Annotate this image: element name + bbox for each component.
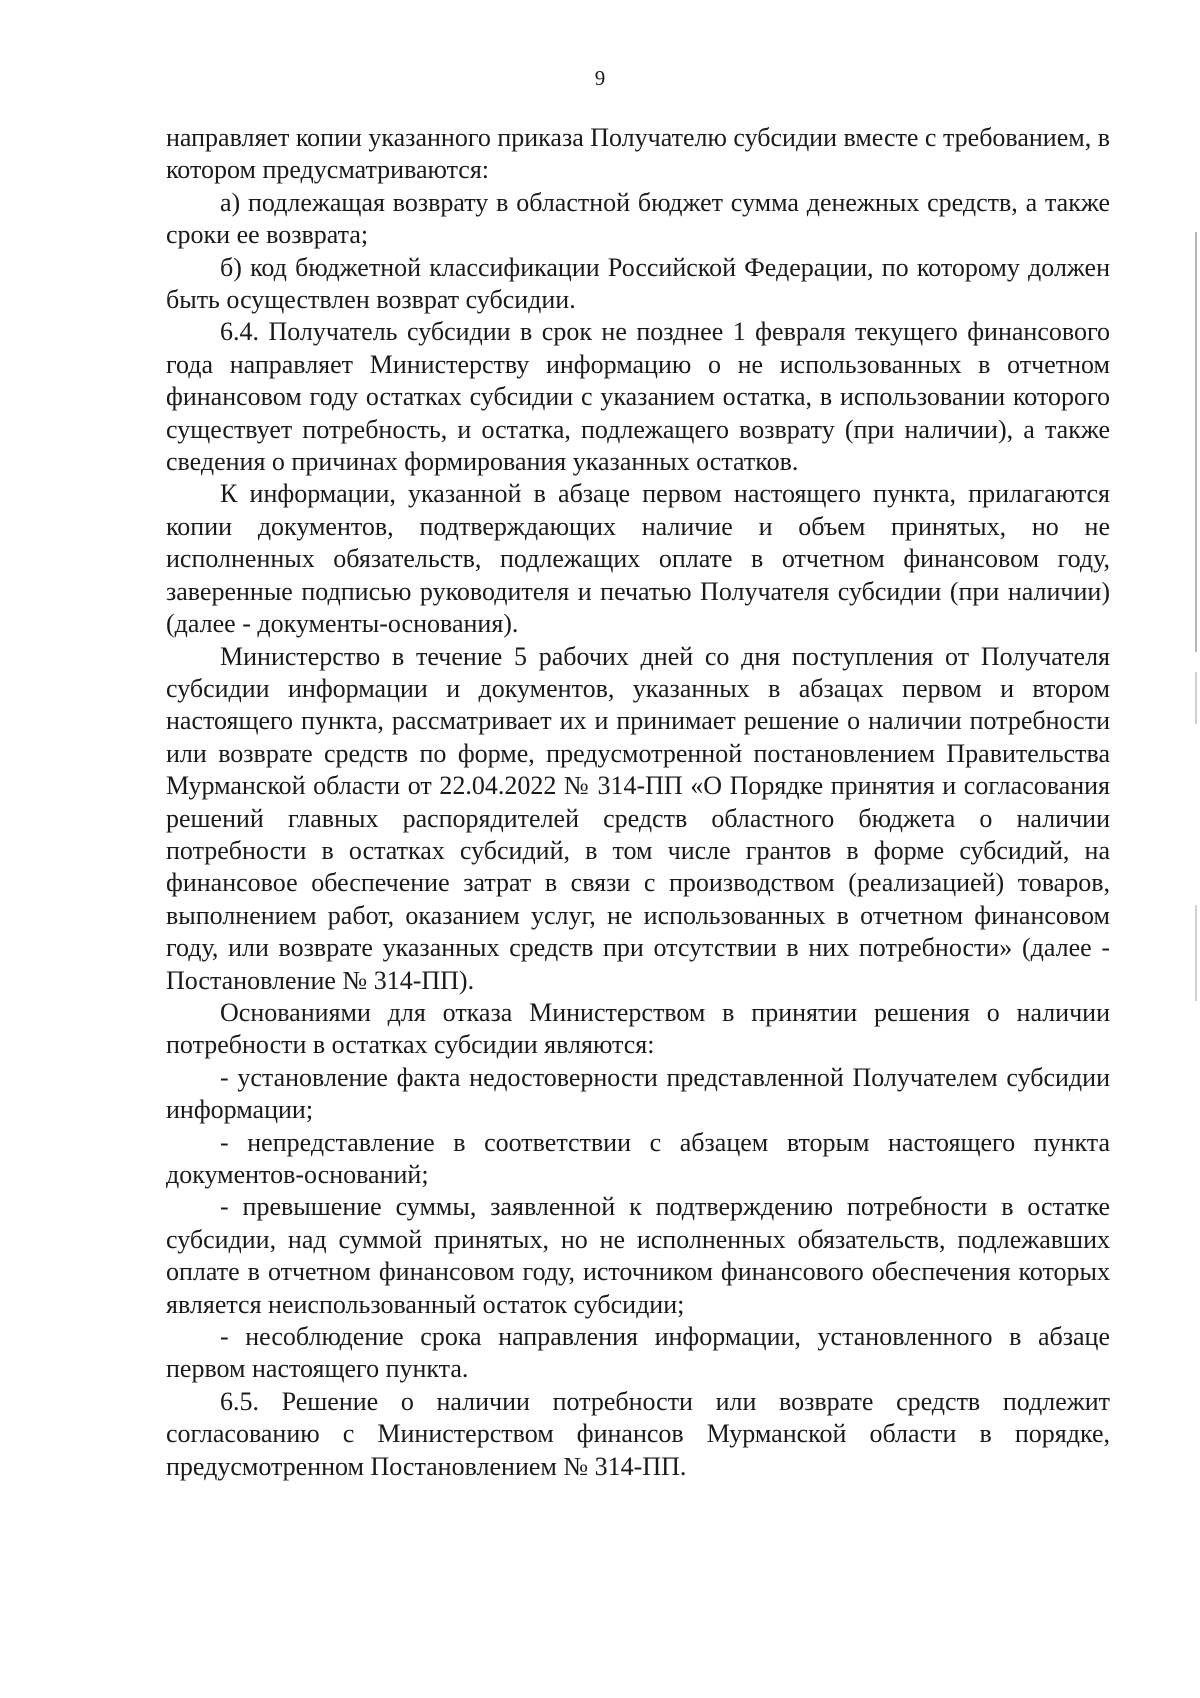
scan-edge-mark (1195, 672, 1197, 724)
paragraph-item-b: б) код бюджетной классификации Российской Федерации, по которому должен быть осуществлен возврат субсидии. (166, 252, 1110, 315)
paragraph-6-4: 6.4. Получатель субсидии в срок не позднее 1 февраля текущего финансового года направляет Министерству информацию о не использованных в отчетном финансовом году остатках субсидии с указанием остатка, в использовании которого существует потребность, и остатка, подлежащего возврату (при наличии), а также сведения о причинах формирования указанных остатков. (166, 317, 1110, 477)
paragraph-refusal-grounds: Основаниями для отказа Министерством в принятии решения о наличии потребности в остатках субсидии являются: (166, 997, 1110, 1060)
list-item-excess-amount: - превышение суммы, заявленной к подтверждению потребности в остатке субсидии, над суммой принятых, но не исполненных обязательств, подлежавших оплате в отчетном финансовом году, источником финансового обеспечения которых является неиспользованный остаток субсидии; (166, 1192, 1110, 1319)
page-number: 9 (594, 66, 606, 90)
paragraph-item-a: а) подлежащая возврату в областной бюджет сумма денежных средств, а также сроки ее возврата; (166, 187, 1110, 250)
list-item-missing-documents: - непредставление в соответствии с абзацем вторым настоящего пункта документов-оснований; (166, 1127, 1110, 1189)
paragraph-attachments: К информации, указанной в абзаце первом настоящего пункта, прилагаются копии документов, подтверждающих наличие и объем принятых, но не исполненных обязательств, подлежащих оплате в отчетном финансовом году, заверенные подписью руководителя и печатью Получателя субсидии (при наличии) (далее - документы-основания). (166, 479, 1110, 639)
document-body (166, 122, 1110, 1483)
paragraph-continuation: направляет копии указанного приказа Получателю субсидии вместе с требованием, в котором предусматриваются: (166, 123, 1110, 185)
paragraph-6-5: 6.5. Решение о наличии потребности или возврате средств подлежит согласованию с Министерством финансов Мурманской области в порядке, предусмотренном Постановлением № 314-ПП. (166, 1386, 1110, 1481)
scan-edge-mark (1195, 905, 1197, 1001)
list-item-deadline-violation: - несоблюдение срока направления информации, установленного в абзаце первом настоящего пункта. (166, 1322, 1110, 1384)
list-item-unreliable-info: - установление факта недостоверности представленной Получателем субсидии информации; (166, 1062, 1110, 1125)
paragraph-ministry-review: Министерство в течение 5 рабочих дней со дня поступления от Получателя субсидии информации и документов, указанных в абзацах первом и втором настоящего пункта, рассматривает их и принимает решение о наличии потребности или возврате средств по форме, предусмотренной постановлением Правительства Мурманской области от 22.04.2022 № 314-ПП «О Порядке принятия и согласования решений главных распорядителей средств областного бюджета о наличии потребности в остатках субсидий, в том числе грантов в форме субсидий, на финансовое обеспечение затрат в связи с производством (реализацией) товаров, выполнением работ, оказанием услуг, не использованных в отчетном финансовом году, или возврате указанных средств при отсутствии в них потребности» (далее - Постановление № 314-ПП). (166, 641, 1110, 995)
scan-edge-mark (1195, 232, 1197, 652)
